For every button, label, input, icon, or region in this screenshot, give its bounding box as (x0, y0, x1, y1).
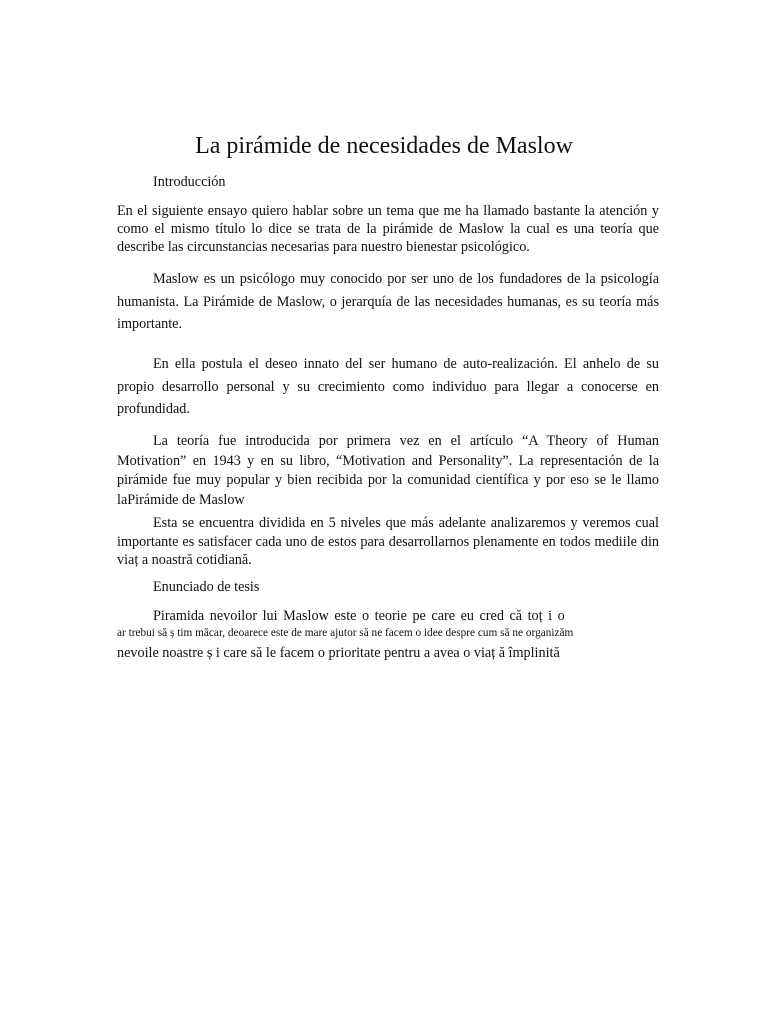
thesis-heading: Enunciado de tesis (153, 579, 260, 595)
paragraph-intro: En el siguiente ensayo quiero hablar sobre un tema que me ha llamado bastante la atención y como el mismo título lo dice se trata de la pirámide de Maslow la cual es una teoría que describe las circunstancias necesarias para nuestro bienestar psicológico. (117, 203, 659, 255)
thesis-line-1: Piramida nevoilor lui Maslow este o teorie pe care eu cred că toț i o (153, 608, 565, 624)
paragraph-maslow: Maslow es un psicólogo muy conocido por ser uno de los fundadores de la psicología humanista. La Pirámide de Maslow, o jerarquía de las necesidades humanas, es su teoría más importante. (117, 271, 659, 332)
thesis-line-3: nevoile noastre ș i care să le facem o prioritate pentru a avea o viaț ă împlinită (117, 645, 560, 661)
intro-heading: Introducción (153, 174, 226, 190)
paragraph-five-levels: Esta se encuentra dividida en 5 niveles que más adelante analizaremos y veremos cual importante es satisfacer cada uno de estos para desarrollarnos plenamente en todos mediile din viaț a noastră cotidiană. (117, 515, 659, 568)
document-title: La pirámide de necesidades de Maslow (195, 133, 573, 159)
paragraph-theory-history: La teoría fue introducida por primera vez en el artículo “A Theory of Human Motivation” en 1943 y en su libro, “Motivation and Personality”. La representación de la pirámide fue muy popular y bien recibida por la comunidad científica y por eso se le llamo laPirámide de Maslow (117, 433, 659, 508)
paragraph-self-realization: En ella postula el deseo innato del ser humano de auto-realización. El anhelo de su propio desarrollo personal y su crecimiento como individuo para llegar a conocerse en profundidad. (117, 356, 659, 417)
thesis-line-2: ar trebui să ș tim măcar, deoarece este de mare ajutor să ne facem o idee despre cum să ne organizăm (117, 627, 574, 639)
